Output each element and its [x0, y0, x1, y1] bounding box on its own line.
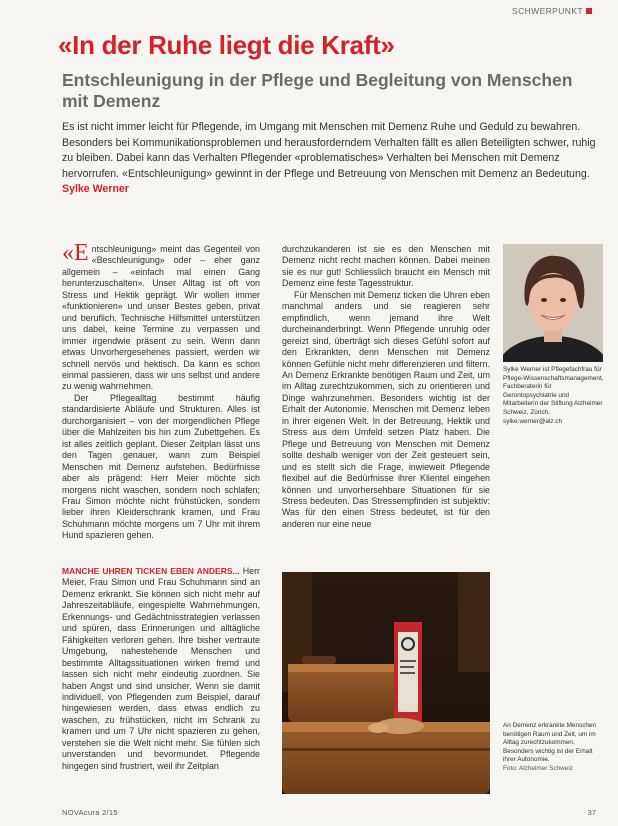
paragraph: durchzukanderen ist sie es den Menschen mit Demenz nicht recht machen können. Dabei meinen sie es nur gut! Schliesslich braucht ein Mensch mit Demenz eine feste Tagesstruktur. [282, 244, 490, 289]
paragraph: MANCHE UHREN TICKEN EBEN ANDERS... Herr Meier, Frau Simon und Frau Schuhmann sind an Demenz erkrankt. Sie können sich nicht mehr auf Jahreszeitabläufe, eingespielte Wahrnehmungen, Erkennungs- und Gedächtnisstrategien verlassen und spüren, dass Erinnerungen und alltägliche Fähigkeiten verloren gehen. Ihre bisher vertraute Umgebung, nahestehende Menschen und bestimmte Alltagssituationen wirken fremd und lassen sich nicht mehr eindeutig zuordnen. Sie haben Angst und sind unsicher. Wenn sie damit individuell, von Pflegenden zum Beispiel, darauf hingewiesen werden, dass etwas endlich zu waschen, zu frühstücken, nicht im Schrank zu kramen und um 7 Uhr nicht spazieren zu gehen, verstehen sie die Welt nicht mehr. Sie fühlen sich unverstanden und bevormundet. Pflegende hingegen sind frustriert, weil ihr Zeitplan [62, 566, 260, 771]
section-tag: SCHWERPUNKT [512, 6, 592, 16]
paragraph: Für Menschen mit Demenz ticken die Uhren eben manchmal anders und sie reagieren sehr empfindlich, wenn jemand ihre Welt durcheinanderbringt. Wenn Pflegende unruhig oder gereizt sind, überträgt sich dieses Gefühl sofort auf den Erkrankten, denn Menschen mit Demenz können Gefühle nicht mehr differenzieren und filtern. An Demenz Erkrankte benötigen Raum und Zeit, um im Alltag zurechtzukommen, sich zu orientieren und Dinge wahrzunehmen. Besonders wichtig ist der Erhalt der Autonomie. Menschen mit Demenz leben in ihrer eigenen Welt. In der Betreuung, Hektik und Stress aus dem Umfeld setzen Platz haben. Die Pflege und Betreuung von Menschen mit Demenz sollte deshalb weniger von der Zeit gesteuert sein, und es stellt sich die Frage, inwieweit Pflegende flexibel auf die Bedürfnisse ihrer Klientel eingehen können und unvorhersehbare Situationen für sie Stress bedeuten. Das Stressempfinden ist subjektiv: Was für den einen Stress bedeutet, ist für den anderen nur eine neue [282, 289, 490, 529]
article-lead [62, 120, 604, 198]
suitcase-clock-illustration [282, 572, 490, 794]
author-portrait-illustration [503, 244, 603, 362]
paragraph: «Entschleunigung» meint das Gegenteil von «Beschleunigung» oder – eher ganz allgemein – «einfach mal einen Gang herunterzuschalten». Unser Alltag ist oft von Stress und Hektik geprägt. Wir wollen immer «funktionieren» und unser Bestes geben, privat und beruflich. Technische Hilfsmittel unterstützen uns dabei, keine Termine zu verpassen und immer irgendwie präsent zu sein. Wenn dann etwas Unvorhergesehenes passiert, werden wir schnell nervös und hektisch. Da kann es schon einmal passieren, dass wir uns selbst und andere zu wenig wahrnehmen. [62, 244, 260, 392]
footer-publication: NOVAcura 2/15 [62, 808, 118, 817]
drop-cap: «E [62, 244, 89, 266]
body-column-1 [62, 244, 260, 556]
article-image-caption: An Demenz erkrankte Menschen benötigen Raum und Zeit, um im Alltag zurechtzukommen. Besonders wichtig ist der Erhalt ihrer Autonomie. Foto: Alzheimer Schweiz [503, 722, 605, 774]
body-column-2 [282, 244, 490, 556]
lead-text: Es ist nicht immer leicht für Pflegende, im Umgang mit Menschen mit Demenz Ruhe und Geduld zu bewahren. Besonders bei Kommunikationsproblemen und herausforderndem Verhalten fällt es allen Beteiligten schwer, ruhig zu bleiben. Dabei kann das Verhalten Pflegender «problematisches» Verhalten bei Menschen mit Demenz hervorrufen. «Entschleunigung» gewinnt in der Pflege und Betreuung von Menschen mit Demenz an Bedeutung. [62, 121, 596, 180]
article-subtitle: Entschleunigung in der Pflege und Begleitung von Menschen mit Demenz [62, 70, 573, 111]
image-credit: Foto: Alzheimer Schweiz [503, 764, 573, 772]
article-title: «In der Ruhe liegt die Kraft» [58, 30, 395, 60]
body-column-3 [62, 566, 260, 808]
page-number: 37 [587, 808, 596, 817]
paragraph: Der Pflegealltag bestimmt häufig standardisierte Abläufe und Strukturen. Alles ist durchorganisiert – von der morgendlichen Pflege über die Mahlzeiten bis hin zum Zubettgehen. Es ist alles zeitlich geplant. Dieser Zeitplan lässt uns den Tagen genauer, wann zum Beispiel Menschen mit Demenz aufstehen. Bedürfnisse aber als prägend: Herr Meier möchte sich morgens nicht waschen, sondern noch schlafen; Frau Simon möchte nicht frühstücken, sondern lieber ihren Kleiderschrank kramen, und Frau Schuhmann möchte morgens um 7 Uhr mit ihrem Hund spazieren gehen. [62, 392, 260, 541]
article-image [282, 572, 490, 794]
author-name: Sylke Werner [62, 183, 129, 196]
section-subhead: MANCHE UHREN TICKEN EBEN ANDERS... [62, 566, 240, 576]
author-photo [503, 244, 603, 362]
author-photo-caption: Sylke Werner ist Pflegefachfrau für Pflege-Wissenschaftsmanagement, Fachberaterin für Gerontopsychiatrie und Mitarbeiterin der Stiftung Alzheimer Schweiz, Zürich. sylke.werner@alz.ch [503, 366, 604, 425]
